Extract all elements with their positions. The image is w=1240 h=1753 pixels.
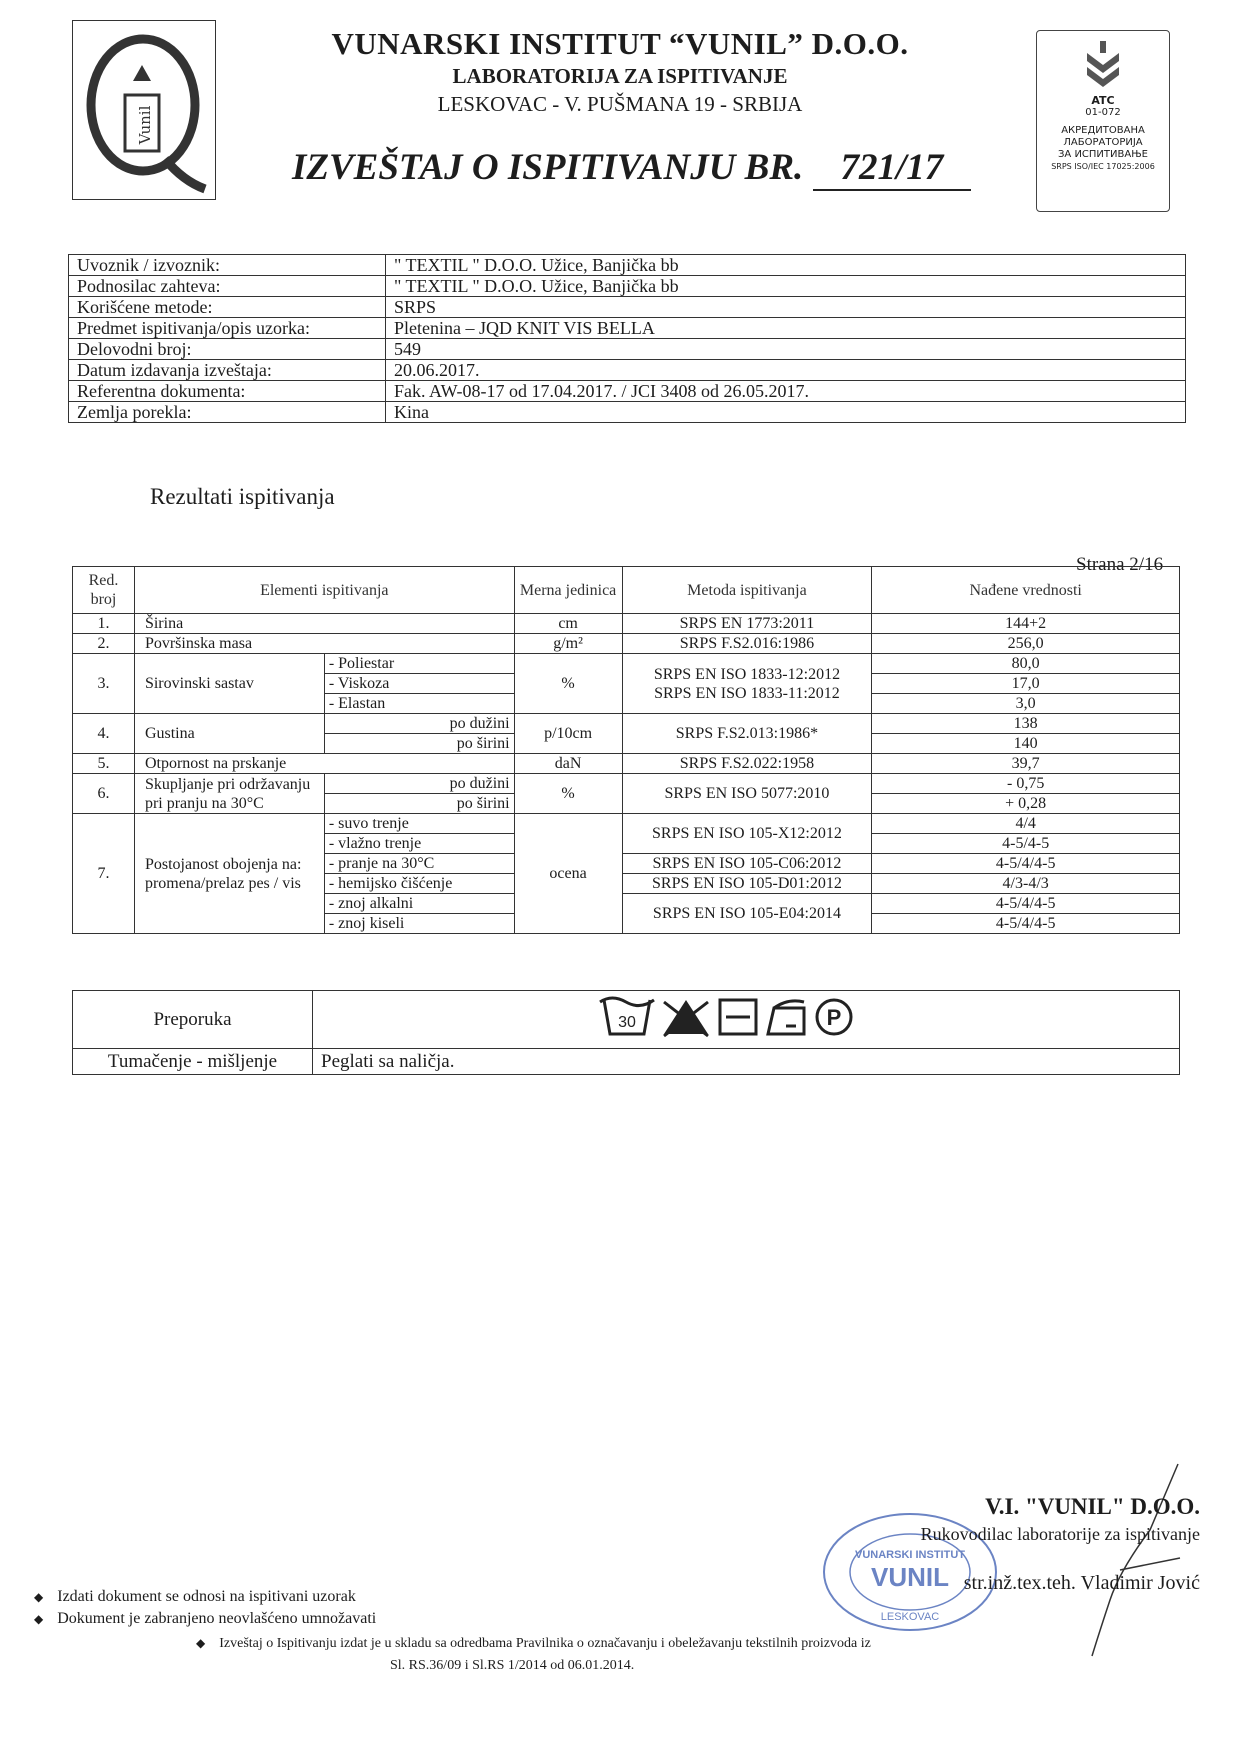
- row-subelement: po dužini: [324, 714, 514, 734]
- svg-text:VUNARSKI INSTITUT: VUNARSKI INSTITUT: [855, 1549, 965, 1561]
- info-value: Fak. AW-08-17 od 17.04.2017. / JCI 3408 od 26.05.2017.: [386, 381, 1186, 402]
- accreditation-icon: [1083, 39, 1123, 91]
- table-row: [73, 654, 1180, 674]
- row-method: SRPS EN 1773:2011: [622, 614, 872, 634]
- row-subelement: - Viskoza: [324, 674, 514, 694]
- row-value: - 0,75: [872, 774, 1180, 794]
- row-method: SRPS F.S2.016:1986: [622, 634, 872, 654]
- signature-name: str.inž.tex.teh. Vladimir Jović: [963, 1572, 1200, 1594]
- row-method: SRPS EN ISO 105-D01:2012: [622, 874, 872, 894]
- row-method: SRPS EN ISO 5077:2010: [622, 774, 872, 814]
- table-row: [73, 774, 1180, 794]
- row-subelement: po širini: [324, 794, 514, 814]
- info-row: [69, 276, 1186, 297]
- recommendation-table: [72, 990, 1180, 1075]
- signature-organization: V.I. "VUNIL" D.O.O.: [985, 1494, 1200, 1519]
- row-unit: cm: [514, 614, 622, 634]
- row-method: SRPS EN ISO 105-C06:2012: [622, 854, 872, 874]
- row-unit: p/10cm: [514, 714, 622, 754]
- info-value: 20.06.2017.: [386, 360, 1186, 381]
- atc-code: ATC: [1091, 94, 1115, 107]
- info-row: [69, 339, 1186, 360]
- row-value: 144+2: [872, 614, 1180, 634]
- row-no: 5.: [73, 754, 135, 774]
- header-unit: Merna jedinica: [514, 567, 622, 614]
- footer-note-continued: Sl. RS.36/09 i Sl.RS 1/2014 od 06.01.2014.: [390, 1658, 635, 1673]
- info-label: Delovodni broj:: [69, 339, 386, 360]
- row-value: 4-5/4/4-5: [872, 914, 1180, 934]
- row-subelement: - znoj kiseli: [324, 914, 514, 934]
- address: LESKOVAC - V. PUŠMANA 19 - SRBIJA: [437, 92, 803, 116]
- row-value: 3,0: [872, 694, 1180, 714]
- opinion-value: Peglati sa naličja.: [313, 1049, 1180, 1075]
- atc-line1: АКРЕДИТОВАНА: [1061, 125, 1145, 136]
- header-elements: Elementi ispitivanja: [134, 567, 514, 614]
- page-number: Strana 2/16: [1076, 554, 1164, 575]
- row-no: 6.: [73, 774, 135, 814]
- institute-name: VUNARSKI INSTITUT “VUNIL” D.O.O.: [331, 26, 909, 61]
- info-value: " TEXTIL " D.O.O. Užice, Banjička bb: [386, 255, 1186, 276]
- header-method: Metoda ispitivanja: [622, 567, 872, 614]
- row-method: SRPS F.S2.022:1958: [622, 754, 872, 774]
- footer-note: [34, 1610, 376, 1628]
- row-unit: g/m²: [514, 634, 622, 654]
- svg-text:P: P: [826, 1004, 842, 1030]
- atc-line2: ЛАБОРАТОРИЈА: [1063, 137, 1143, 148]
- bullet-icon: ◆: [196, 1636, 206, 1650]
- opinion-label: Tumačenje - mišljenje: [73, 1049, 313, 1075]
- footer-note-text: Izveštaj o Ispitivanju izdat je u skladu sa odredbama Pravilnika o označavanju i obeležavanju tekstilnih proizvoda iz: [219, 1636, 871, 1651]
- row-value: 4-5/4/4-5: [872, 854, 1180, 874]
- bullet-icon: ◆: [34, 1590, 44, 1604]
- row-subelement: po širini: [324, 734, 514, 754]
- svg-text:VUNIL: VUNIL: [871, 1562, 949, 1592]
- info-row: [69, 402, 1186, 423]
- bullet-icon: ◆: [34, 1612, 44, 1626]
- row-method: SRPS F.S2.013:1986*: [622, 714, 872, 754]
- info-row: [69, 360, 1186, 381]
- row-no: 4.: [73, 714, 135, 754]
- row-value: 4/3-4/3: [872, 874, 1180, 894]
- report-number: 721/17: [813, 146, 972, 191]
- table-row: [73, 614, 1180, 634]
- info-label: Korišćene metode:: [69, 297, 386, 318]
- row-no: 7.: [73, 814, 135, 934]
- signature-role: Rukovodilac laboratorije za ispitivanje: [920, 1524, 1200, 1544]
- row-subelement: po dužini: [324, 774, 514, 794]
- row-value: 4-5/4-5: [872, 834, 1180, 854]
- header-no: Red. broj: [73, 567, 135, 614]
- atc-number: 01-072: [1085, 107, 1121, 118]
- row-subelement: - Elastan: [324, 694, 514, 714]
- header-values: Nađene vrednosti: [872, 567, 1180, 614]
- row-value: 39,7: [872, 754, 1180, 774]
- report-title: [292, 146, 971, 191]
- iron-icon: [768, 1000, 804, 1033]
- row-element: Sirovinski sastav: [134, 654, 324, 714]
- atc-line3: ЗА ИСПИТИВАЊЕ: [1058, 149, 1148, 160]
- footer-note-text: Dokument je zabranjeno neovlašćeno umnožavati: [57, 1610, 377, 1627]
- info-label: Referentna dokumenta:: [69, 381, 386, 402]
- info-value: Kina: [386, 402, 1186, 423]
- table-row: [73, 634, 1180, 654]
- footer-note: [196, 1636, 871, 1652]
- info-value: " TEXTIL " D.O.O. Užice, Banjička bb: [386, 276, 1186, 297]
- row-element: Otpornost na prskanje: [134, 754, 514, 774]
- row-no: 3.: [73, 654, 135, 714]
- no-bleach-icon: [664, 1000, 708, 1036]
- row-element: Gustina: [134, 714, 324, 754]
- svg-text:30: 30: [618, 1013, 636, 1031]
- info-label: Zemlja porekla:: [69, 402, 386, 423]
- laboratory-name: LABORATORIJA ZA ISPITIVANJE: [452, 64, 788, 88]
- accreditation-badge: [1036, 30, 1170, 212]
- row-value: + 0,28: [872, 794, 1180, 814]
- row-element: Širina: [134, 614, 514, 634]
- report-prefix: IZVEŠTAJ O ISPITIVANJU BR.: [292, 147, 804, 188]
- row-unit: %: [514, 774, 622, 814]
- row-subelement: - Poliestar: [324, 654, 514, 674]
- info-row: [69, 255, 1186, 276]
- row-value: 4/4: [872, 814, 1180, 834]
- row-no: 1.: [73, 614, 135, 634]
- info-value: SRPS: [386, 297, 1186, 318]
- row-subelement: - hemijsko čišćenje: [324, 874, 514, 894]
- row-subelement: - vlažno trenje: [324, 834, 514, 854]
- results-table: [72, 566, 1180, 934]
- row-method: [622, 654, 872, 714]
- row-value: 80,0: [872, 654, 1180, 674]
- footer-note-text: Izdati dokument se odnosi na ispitivani uzorak: [57, 1588, 356, 1605]
- info-table: [68, 254, 1186, 423]
- row-method: SRPS EN ISO 105-E04:2014: [622, 894, 872, 934]
- row-unit: ocena: [514, 814, 622, 934]
- info-label: Predmet ispitivanja/opis uzorka:: [69, 318, 386, 339]
- footer-note: [34, 1588, 356, 1606]
- svg-text:Vunil: Vunil: [136, 105, 154, 145]
- care-symbols: [313, 991, 1180, 1049]
- wash-30-icon: [600, 998, 654, 1034]
- company-logo: [72, 20, 216, 200]
- row-element: Skupljanje pri održavanju pri pranju na 30°C: [134, 774, 324, 814]
- row-unit: daN: [514, 754, 622, 774]
- recommendation-label: Preporuka: [73, 991, 313, 1049]
- row-subelement: - znoj alkalni: [324, 894, 514, 914]
- row-value: 140: [872, 734, 1180, 754]
- info-row: [69, 297, 1186, 318]
- row-value: 138: [872, 714, 1180, 734]
- results-title: Rezultati ispitivanja: [150, 484, 335, 509]
- info-value: 549: [386, 339, 1186, 360]
- info-value: Pletenina – JQD KNIT VIS BELLA: [386, 318, 1186, 339]
- signature-scribble: [1000, 1460, 1190, 1660]
- atc-standard: SRPS ISO/IEC 17025:2006: [1051, 162, 1155, 171]
- row-method: SRPS EN ISO 105-X12:2012: [622, 814, 872, 854]
- table-row: [73, 814, 1180, 834]
- info-row: [69, 381, 1186, 402]
- method-line: SRPS EN ISO 1833-12:2012: [653, 665, 841, 683]
- tumble-dry-icon: [720, 1000, 756, 1034]
- info-label: Podnosilac zahteva:: [69, 276, 386, 297]
- row-unit: %: [514, 654, 622, 714]
- row-element: Postojanost obojenja na: promena/prelaz pes / vis: [134, 814, 324, 934]
- care-symbols-svg: [596, 992, 896, 1042]
- method-line: SRPS EN ISO 1833-11:2012: [654, 684, 840, 702]
- table-row: [73, 754, 1180, 774]
- professional-cleaning-icon: [817, 1000, 851, 1034]
- row-element: Površinska masa: [134, 634, 514, 654]
- row-subelement: - pranje na 30°C: [324, 854, 514, 874]
- row-value: 4-5/4/4-5: [872, 894, 1180, 914]
- svg-text:LESKOVAC: LESKOVAC: [880, 1611, 940, 1623]
- row-subelement: - suvo trenje: [324, 814, 514, 834]
- table-row: [73, 714, 1180, 734]
- row-no: 2.: [73, 634, 135, 654]
- results-header-row: [73, 567, 1180, 614]
- info-label: Datum izdavanja izveštaja:: [69, 360, 386, 381]
- row-value: 17,0: [872, 674, 1180, 694]
- row-value: 256,0: [872, 634, 1180, 654]
- info-row: [69, 318, 1186, 339]
- info-label: Uvoznik / izvoznik:: [69, 255, 386, 276]
